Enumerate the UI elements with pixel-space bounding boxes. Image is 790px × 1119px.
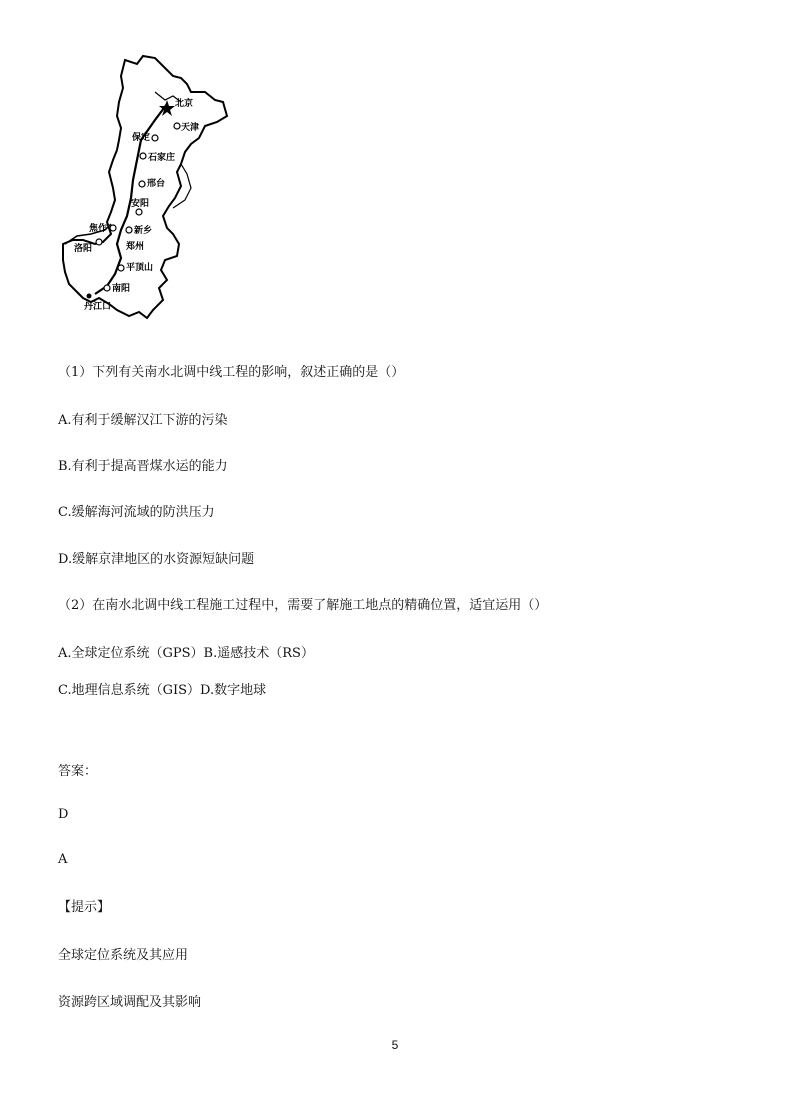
svg-text:北京: 北京 (175, 99, 194, 109)
hint-label: 【提示】 (58, 900, 111, 915)
svg-text:邢台: 邢台 (147, 179, 166, 189)
svg-text:南阳: 南阳 (112, 284, 131, 294)
region-outline (63, 56, 227, 318)
city-zhengzhou (125, 240, 144, 252)
svg-text:焦作: 焦作 (89, 224, 108, 234)
map-figure (55, 48, 240, 328)
svg-text:新乡: 新乡 (134, 226, 153, 236)
city-pingdingshan (118, 261, 153, 273)
svg-text:安阳: 安阳 (131, 199, 150, 209)
city-danjiangkou (84, 294, 111, 313)
svg-text:石家庄: 石家庄 (148, 153, 176, 163)
svg-text:郑州: 郑州 (126, 242, 145, 252)
answer-label: 答案： (58, 764, 98, 779)
question1-option-d: D.缓解京津地区的水资源短缺问题 (58, 552, 255, 567)
question1-option-b: B.有利于提高晋煤水运的能力 (58, 459, 228, 474)
route-map (55, 48, 240, 328)
hint-item-2: 资源跨区域调配及其影响 (58, 995, 202, 1010)
question1-stem: （1）下列有关南水北调中线工程的影响，叙述正确的是（） (58, 365, 405, 380)
answer-1: D (58, 807, 69, 822)
svg-text:丹江口: 丹江口 (84, 302, 112, 312)
question1-option-a: A.有利于缓解汉江下游的污染 (58, 413, 228, 428)
hint-item-1: 全球定位系统及其应用 (58, 948, 189, 963)
city-anyang (131, 197, 149, 215)
city-xinxiang (126, 224, 152, 236)
svg-text:洛阳: 洛阳 (74, 244, 93, 254)
question2-options-ab: A.全球定位系统（GPS）B.遥感技术（RS） (58, 646, 314, 661)
question2-options-cd: C.地理信息系统（GIS）D.数字地球 (58, 683, 267, 698)
answer-2: A (58, 852, 68, 867)
city-shijiazhuang (140, 151, 175, 163)
page-number: 5 (391, 1038, 399, 1052)
svg-text:平顶山: 平顶山 (126, 263, 154, 273)
svg-text:保定: 保定 (132, 133, 151, 143)
svg-text:天津: 天津 (181, 123, 200, 133)
city-tianjin (174, 121, 200, 133)
city-xingtai (139, 177, 165, 189)
city-jiaozuo (89, 222, 116, 234)
question2-stem: （2）在南水北调中线工程施工过程中，需要了解施工地点的精确位置，适宜运用（） (58, 598, 548, 613)
city-baoding (131, 131, 158, 143)
question1-option-c: C.缓解海河流域的防洪压力 (58, 505, 215, 520)
